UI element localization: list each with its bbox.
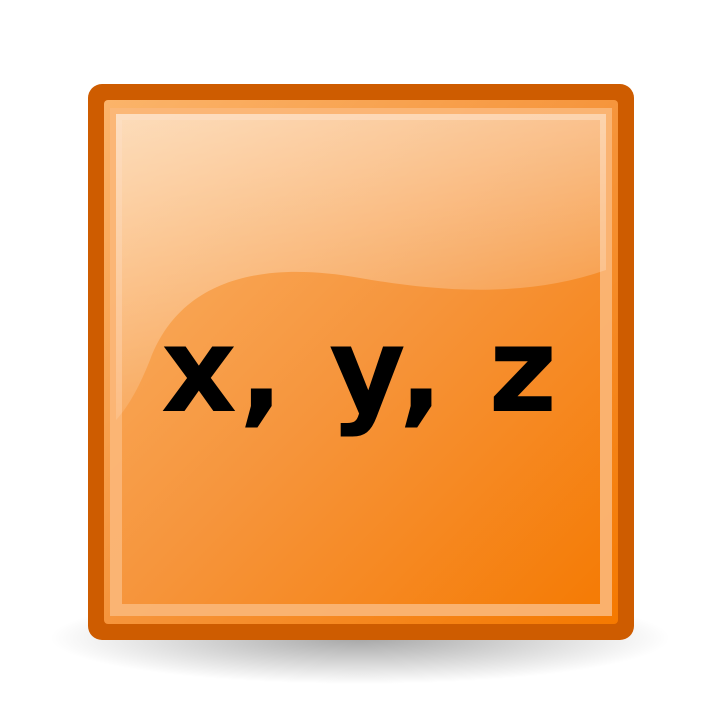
icon-label-text: x, y, z xyxy=(160,301,560,439)
